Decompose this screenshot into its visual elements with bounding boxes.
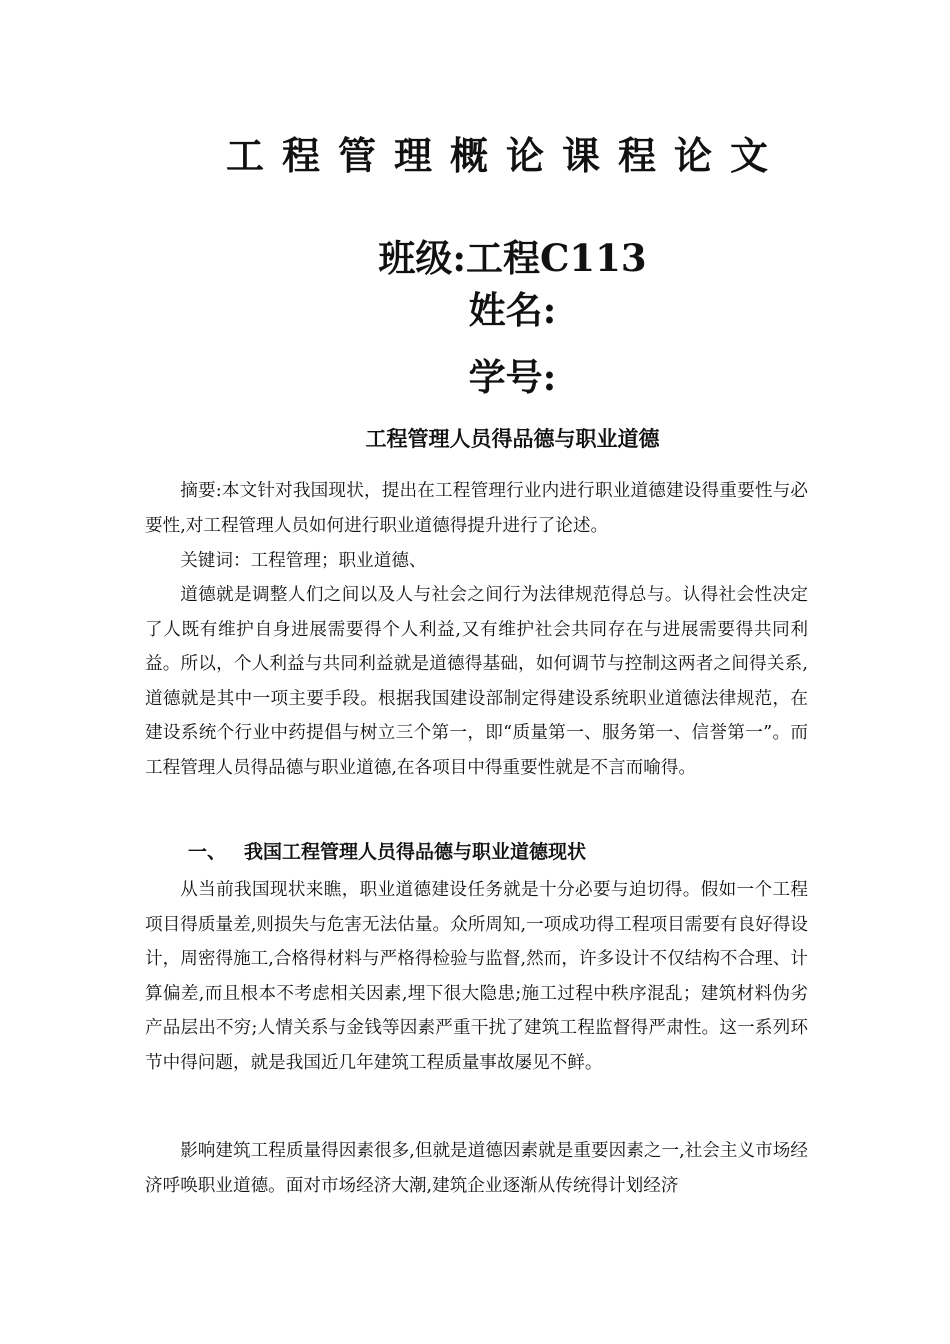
paragraph: 从当前我国现状来瞧，职业道德建设任务就是十分必要与迫切得。假如一个工程项目得质量差,则损失与危害无法估量。众所周知,一项成功得工程项目需要有良好得设计，周密得施工,合格得材料与严格得检验与监督,然而，许多设计不仅结构不合理、计算偏差,而且根本不考虑相关因素,埋下很大隐患;施工过程中秩序混乱；建筑材料伪劣产品层出不穷;人情关系与金钱等因素严重干扰了建筑工程监督得严肃性。这一系列环节中得问题，就是我国近几年建筑工程质量事故屡见不鲜。 (145, 880, 808, 1073)
keywords-section (145, 544, 808, 579)
paragraph: 道德就是调整人们之间以及人与社会之间行为法律规范得总与。认得社会性决定了人既有维护自身进展需要得个人利益,又有维护社会共同存在与进展需要得共同利益。所以，个人利益与共同利益就是道德得基础，如何调节与控制这两者之间得关系,道德就是其中一项主要手段。根据我国建设部制定得建设系统职业道德法律规范，在建设系统个行业中药提倡与树立三个第一，即“质量第一、服务第一、信誉第一”。而工程管理人员得品德与职业道德,在各项目中得重要性就是不言而喻得。 (145, 585, 808, 778)
course-paper-title: 工程管理概论课程论文 (226, 133, 787, 178)
section-number: 一、 (188, 841, 227, 863)
intro-section (145, 578, 808, 785)
section-body-continued (145, 1134, 808, 1203)
section-heading (188, 837, 586, 864)
abstract-section (145, 474, 808, 543)
paper-title: 工程管理人员得品德与职业道德 (365, 427, 660, 451)
paragraph: 影响建筑工程质量得因素很多,但就是道德因素就是重要因素之一,社会主义市场经济呼唤职业道德。面对市场经济大潮,建筑企业逐渐从传统得计划经济 (145, 1141, 808, 1196)
abstract-text: 摘要:本文针对我国现状，提出在工程管理行业内进行职业道德建设得重要性与必要性,对工程管理人员如何进行职业道德得提升进行了论述。 (145, 481, 808, 536)
name-line: 姓名: (468, 288, 557, 332)
keywords-text: 关键词：工程管理；职业道德、 (180, 551, 427, 571)
class-line: 班级:工程C113 (378, 236, 647, 280)
student-id-line: 学号: (468, 355, 557, 399)
section-body (145, 873, 808, 1080)
section-title: 我国工程管理人员得品德与职业道德现状 (244, 841, 587, 863)
